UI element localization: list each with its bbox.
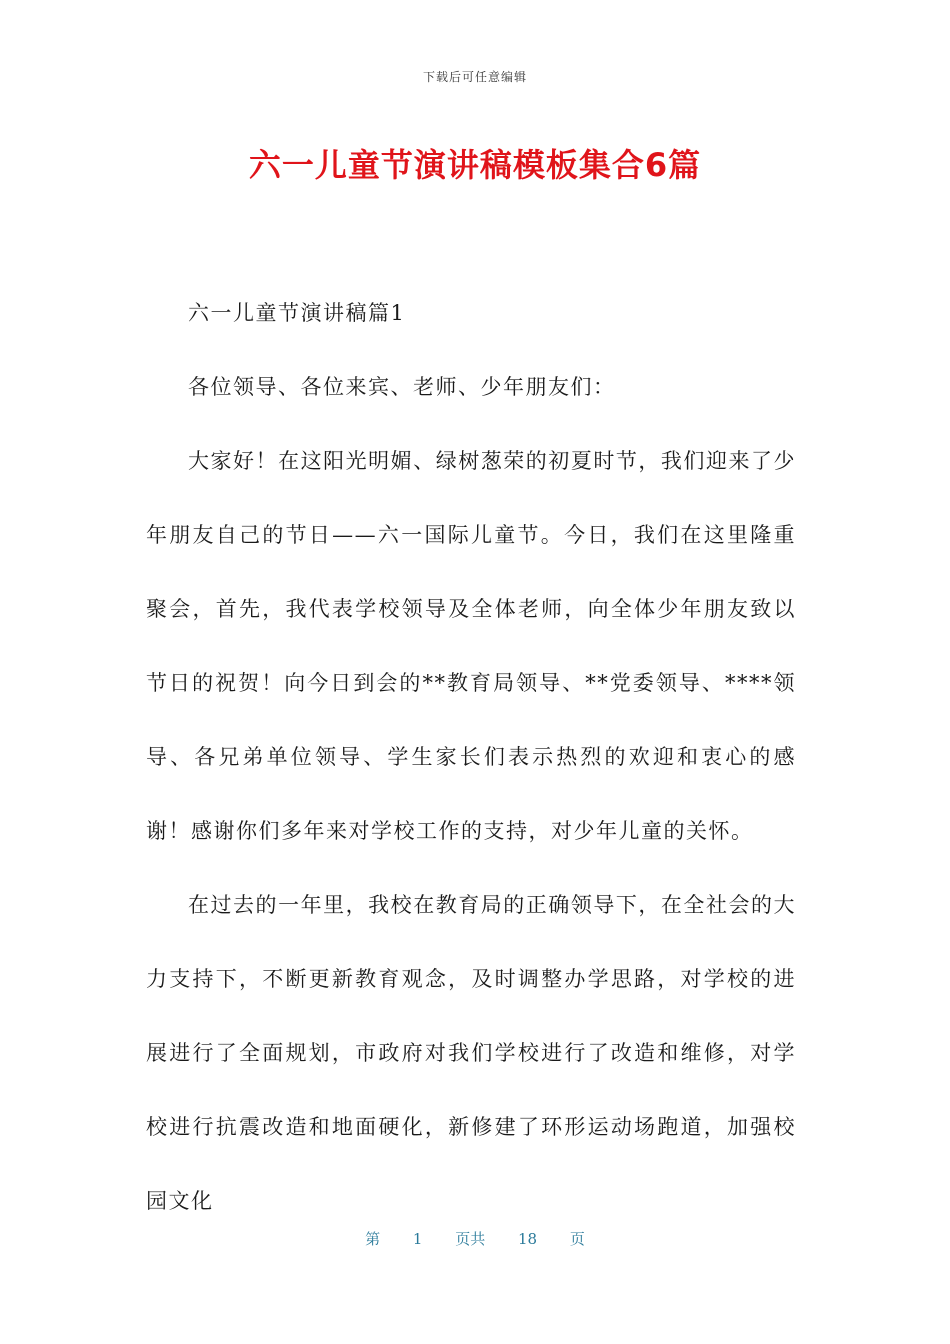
current-page-number: 1: [412, 1230, 423, 1248]
body-paragraph: 在过去的一年里，我校在教育局的正确领导下，在全社会的大力支持下，不断更新教育观念，及时调整办学思路，对学校的进展进行了全面规划，市政府对我们学校进行了改造和维修，对学校进行抗震改造和地面硬化，新修建了环形运动场跑道，加强校园文化: [146, 893, 796, 1213]
body-paragraph: 大家好！在这阳光明媚、绿树葱荣的初夏时节，我们迎来了少年朋友自己的节日——六一国际儿童节。今日，我们在这里隆重聚会，首先，我代表学校领导及全体老师，向全体少年朋友致以节日的祝贺！向今日到会的**教育局领导、**党委领导、****领导、各兄弟单位领导、学生家长们表示热烈的欢迎和衷心的感谢！感谢你们多年来对学校工作的支持，对少年儿童的关怀。: [146, 449, 796, 843]
document-title: 六一儿童节演讲稿模板集合6篇: [248, 146, 702, 184]
footer-prefix: 第: [365, 1230, 381, 1248]
document-body: [146, 276, 796, 1238]
total-pages-number: 18: [518, 1230, 538, 1248]
header-note: 下载后可任意编辑: [422, 70, 527, 84]
section-heading: 六一儿童节演讲稿篇1: [188, 301, 406, 325]
footer-middle: 页共: [455, 1230, 486, 1248]
salutation-paragraph: 各位领导、各位来宾、老师、少年朋友们：: [188, 375, 616, 399]
page-footer: [0, 1228, 950, 1249]
footer-suffix: 页: [569, 1230, 585, 1248]
